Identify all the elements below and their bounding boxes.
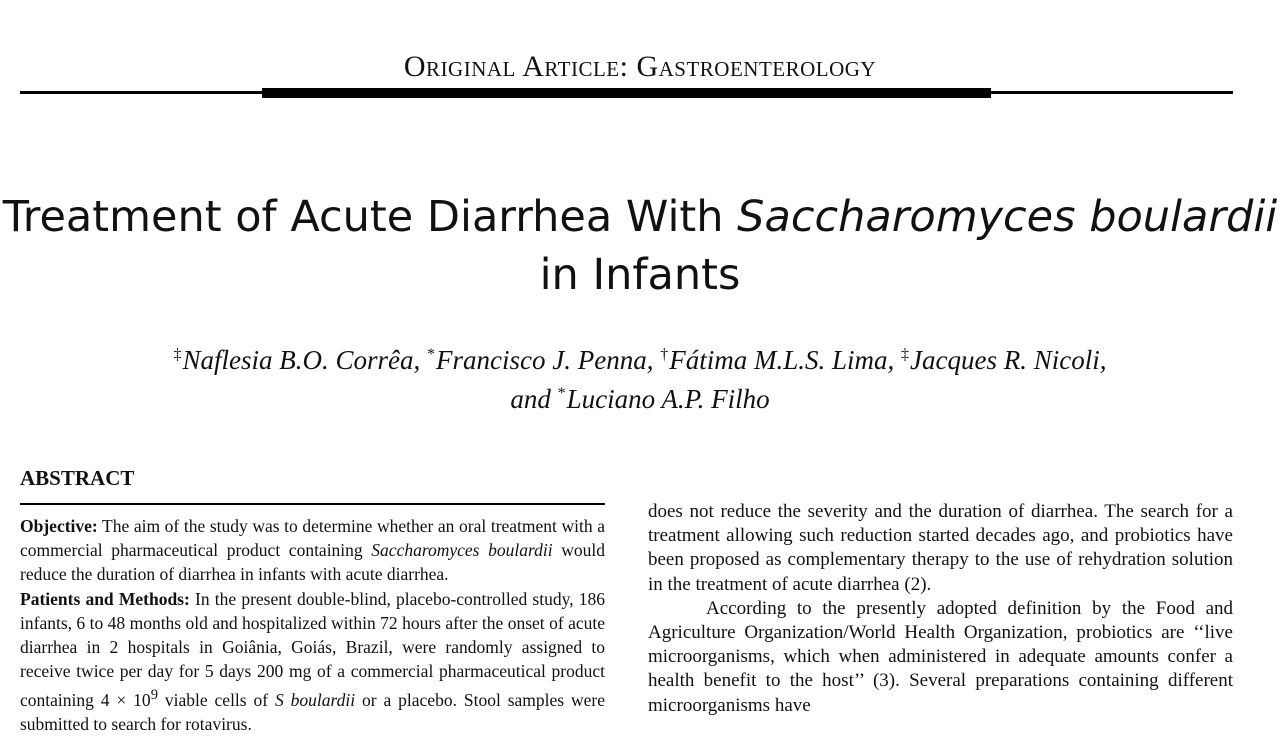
author-list [0,338,1280,416]
section-header: Original Article: Gastroenterology [403,50,877,83]
author-name: Fátima M.L.S. Lima, [669,345,895,375]
author-mark: ‡ [901,346,910,363]
title-part2: in Infants [539,250,741,300]
author-line-1 [0,338,1280,377]
right-column [648,500,1233,718]
paragraph-2: According to the presently adopted definition by the Food and Agriculture Organization/World Health Organization, probiotics are ‘‘live microorganisms, which when administered in adequate amounts confer a health benefit to the host’’ (3). Several preparations containing different microorganisms have [648,597,1233,716]
methods-italic: S boulardii [274,690,356,711]
author-line-2 [0,377,1280,416]
objective-italic: Saccharomyces boulardii [371,540,553,561]
author-prefix: and [510,384,551,414]
objective-text: The aim of the study was to determine whether an oral treatment with a commercial pharmaceutical product containing [20,516,605,561]
methods-exponent: 9 [150,687,158,704]
objective-label: Objective: [20,516,98,536]
title-part1: Treatment of Acute Diarrhea With [2,192,738,242]
author-mark: * [427,346,436,363]
methods-label: Patients and Methods: [20,588,190,609]
author-name: Naflesia B.O. Corrêa, [182,345,421,375]
abstract-heading: ABSTRACT [20,466,135,490]
title-italic: Saccharomyces boulardii [737,192,1278,242]
author-mark: ‡ [173,346,182,363]
author-mark: * [557,385,566,402]
author-name: Jacques R. Nicoli, [910,345,1107,375]
methods-text-2: viable cells of [157,690,275,711]
methods-text: In the present double-blind, placebo-controlled study, 186 infants, 6 to 48 months old and hospitalized within 72 hours after the onset of acute diarrhea in 2 hospitals in Goiânia, Goiás, Brazil, were randomly assigned to receive twice per day for 5 days 200 mg of a commercial pharmaceutical product containing 4 × 10 [20,588,606,711]
article-title [0,188,1280,304]
author-mark: † [660,346,669,363]
paragraph-1: does not reduce the severity and the duration of diarrhea. The search for a treatment allowing such reduction started decades ago, and probiotics have been proposed as complementary therapy to the use of rehydration solution in the treatment of acute diarrhea (2). [648,501,1233,595]
abstract-rule [20,503,605,505]
author-name: Francisco J. Penna, [436,345,654,375]
methods-text-3: or a placebo. Stool samples were submitted to search for rotavirus. [20,690,605,735]
objective-text-end: would reduce the duration of diarrhea in infants with acute diarrhea. [20,540,605,585]
author-name: Luciano A.P. Filho [566,384,770,414]
header-rule-thick [262,88,991,98]
abstract-body [20,514,605,737]
